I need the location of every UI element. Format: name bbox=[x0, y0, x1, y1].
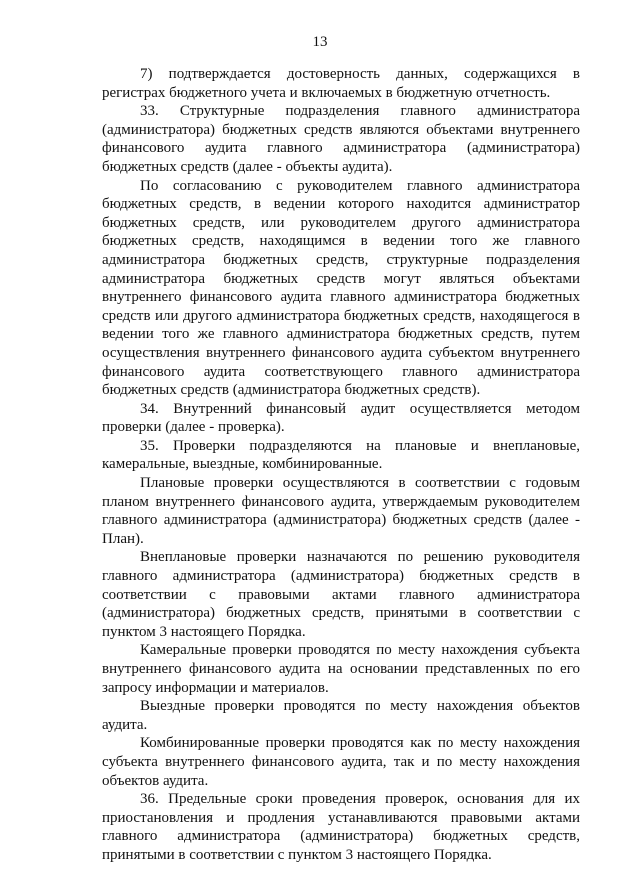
paragraph-item-7: 7) подтверждается достоверность данных, содержащихся в регистрах бюджетного учета и включаемых в бюджетную отчетность. bbox=[102, 66, 580, 101]
paragraph-combined-checks: Комбинированные проверки проводятся как по месту нахождения субъекта внутреннего финансового аудита, так и по месту нахождения объектов аудита. bbox=[102, 735, 580, 789]
paragraph-33-agreement: По согласованию с руководителем главного администратора бюджетных средств, в ведении которого находится администратор бюджетных средств, или руководителем другого администратора бюджетных средств, находящимся в ведении того же главного администратора бюджетных средств, структурные подразделения администратора бюджетных средств могут являться объектами внутреннего финансового аудита главного администратора бюджетных средств или другого администратора бюджетных средств, находящегося в ведении того же главного администратора бюджетных средств, путем осуществления внутреннего финансового аудита субъектом внутреннего финансового аудита соответствующего главного администратора бюджетных средств (администратора бюджетных средств). bbox=[102, 177, 580, 399]
paragraph-desk-checks: Камеральные проверки проводятся по месту нахождения субъекта внутреннего финансового аудита на основании представленных по его запросу информации и материалов. bbox=[102, 642, 580, 696]
paragraph-33: 33. Структурные подразделения главного администратора (администратора) бюджетных средств являются объектами внутреннего финансового аудита главного администратора (администратора) бюджетных средств (далее - объекты аудита). bbox=[102, 103, 580, 175]
page-number: 13 bbox=[312, 34, 328, 50]
paragraph-planned-checks: Плановые проверки осуществляются в соответствии с годовым планом внутреннего финансового аудита, утверждаемым руководителем главного администратора (администратора) бюджетных средств (далее - План). bbox=[102, 475, 580, 547]
document-body bbox=[102, 65, 580, 865]
paragraph-36: 36. Предельные сроки проведения проверок, основания для их приостановления и продления устанавливаются правовыми актами главного администратора (администратора) бюджетных средств, принятыми в соответствии с пунктом 3 настоящего Порядка. bbox=[102, 791, 580, 863]
paragraph-35: 35. Проверки подразделяются на плановые и внеплановые, камеральные, выездные, комбинированные. bbox=[102, 437, 580, 473]
paragraph-34: 34. Внутренний финансовый аудит осуществляется методом проверки (далее - проверка). bbox=[102, 400, 580, 436]
paragraph-field-checks: Выездные проверки проводятся по месту нахождения объектов аудита. bbox=[102, 698, 580, 733]
paragraph-unscheduled-checks: Внеплановые проверки назначаются по решению руководителя главного администратора (администратора) бюджетных средств в соответствии с правовыми актами главного администратора (администратора) бюджетных средств, принятыми в соответствии с пунктом 3 настоящего Порядка. bbox=[102, 549, 580, 640]
